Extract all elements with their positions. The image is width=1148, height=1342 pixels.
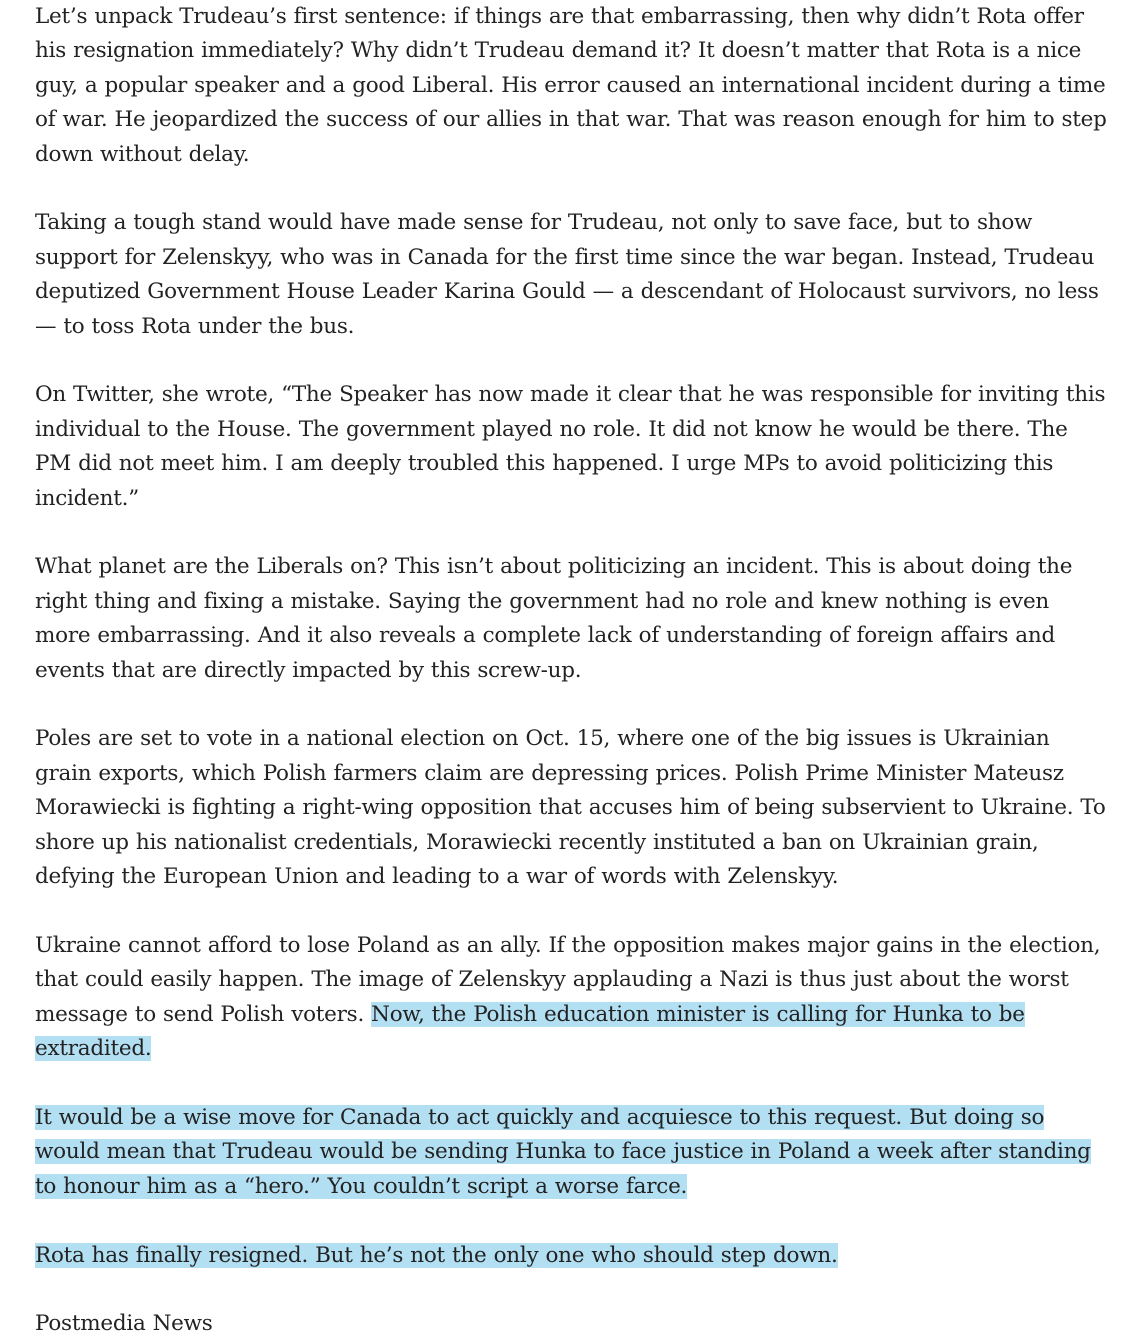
paragraph-4 bbox=[35, 550, 1110, 688]
paragraph-6-highlighted-text[interactable]: Now, the Polish education minister is calling for Hunka to be extradited. bbox=[35, 1001, 1025, 1062]
article-body bbox=[35, 0, 1110, 1342]
paragraph-7 bbox=[35, 1101, 1110, 1204]
paragraph-5 bbox=[35, 722, 1110, 894]
paragraph-3-text: On Twitter, she wrote, “The Speaker has now made it clear that he was responsible for inviting this individual to the House. The government played no role. It did not know he would be there. The PM did not meet him. I am deeply troubled this happened. I urge MPs to avoid politicizing this incident.” bbox=[35, 382, 1106, 511]
paragraph-1-text: Let’s unpack Trudeau’s first sentence: if things are that embarrassing, then why didn’t Rota offer his resignation immediately? Why didn’t Trudeau demand it? It doesn’t matter that Rota is a nice guy, a popular speaker and a good Liberal. His error caused an international incident during a time of war. He jeopardized the success of our allies in that war. That was reason enough for him to step down without delay. bbox=[35, 4, 1107, 167]
paragraph-7-highlighted-text[interactable]: It would be a wise move for Canada to act quickly and acquiesce to this request. But doing so would mean that Trudeau would be sending Hunka to face justice in Poland a week after standing to honour him as a “hero.” You couldn’t script a worse farce. bbox=[35, 1104, 1091, 1199]
paragraph-8-highlighted-text[interactable]: Rota has finally resigned. But he’s not the only one who should step down. bbox=[35, 1242, 838, 1268]
paragraph-2-text: Taking a tough stand would have made sense for Trudeau, not only to save face, but to show support for Zelenskyy, who was in Canada for the first time since the war began. Instead, Trudeau deputized Government House Leader Karina Gould — a descendant of Holocaust survivors, no less — to toss Rota under the bus. bbox=[35, 210, 1099, 339]
byline-text: Postmedia News bbox=[35, 1311, 213, 1337]
paragraph-1 bbox=[35, 0, 1110, 172]
paragraph-4-text: What planet are the Liberals on? This isn’t about politicizing an incident. This is about doing the right thing and fixing a mistake. Saying the government had no role and knew nothing is even more embarrassing. And it also reveals a complete lack of understanding of foreign affairs and events that are directly impacted by this screw-up. bbox=[35, 554, 1073, 683]
paragraph-5-text: Poles are set to vote in a national election on Oct. 15, where one of the big issues is Ukrainian grain exports, which Polish farmers claim are depressing prices. Polish Prime Minister Mateusz Morawiecki is fighting a right-wing opposition that accuses him of being subservient to Ukraine. To shore up his nationalist credentials, Morawiecki recently instituted a ban on Ukrainian grain, defying the European Union and leading to a war of words with Zelenskyy. bbox=[35, 726, 1106, 890]
paragraph-8 bbox=[35, 1239, 1110, 1273]
paragraph-3 bbox=[35, 378, 1110, 516]
byline bbox=[35, 1307, 1110, 1341]
paragraph-6 bbox=[35, 929, 1110, 1067]
paragraph-6-text: Ukraine cannot afford to lose Poland as an ally. If the opposition makes major gains in the election, that could easily happen. The image of Zelenskyy applauding a Nazi is thus just about the worst message to send Polish voters. bbox=[35, 932, 1101, 1027]
paragraph-2 bbox=[35, 206, 1110, 344]
